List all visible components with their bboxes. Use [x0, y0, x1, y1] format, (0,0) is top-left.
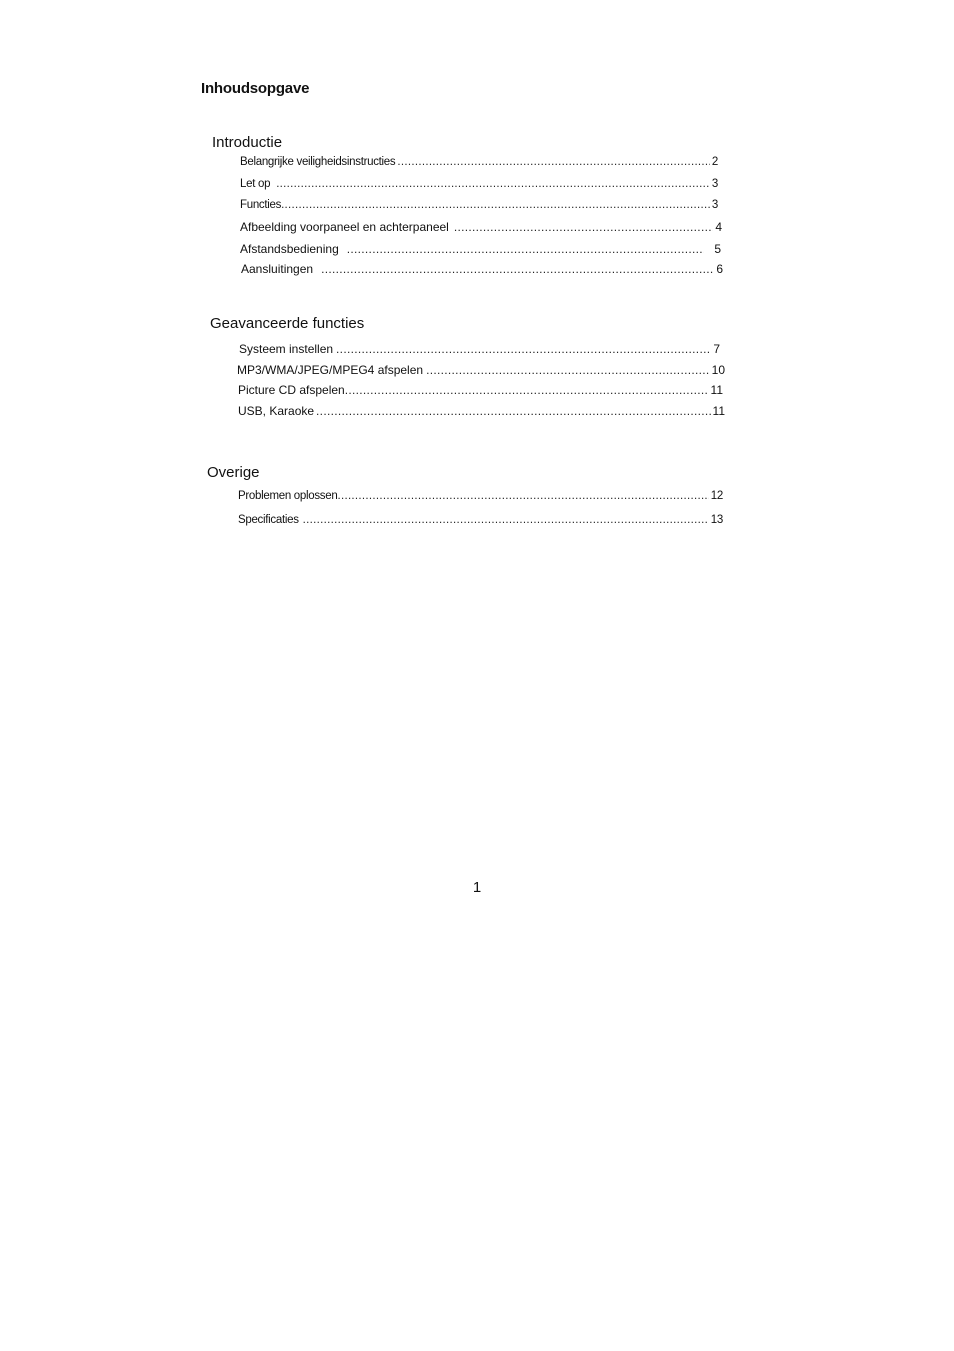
toc-entry[interactable]	[240, 156, 718, 168]
page-number: 1	[472, 879, 482, 896]
toc-entry-page: 12	[710, 490, 723, 502]
dot-leader	[336, 342, 711, 356]
dot-leader	[276, 178, 710, 190]
section-heading-introductie: Introductie	[212, 134, 283, 151]
toc-entry-label: Let op	[240, 178, 271, 190]
toc-entry-label: Picture CD afspelen	[238, 383, 345, 397]
toc-entry[interactable]	[240, 220, 722, 234]
toc-entry-page: 10	[711, 363, 725, 377]
toc-entry-label: USB, Karaoke	[238, 404, 315, 418]
dot-leader	[347, 242, 705, 256]
dot-leader	[337, 490, 708, 502]
toc-entry[interactable]	[238, 404, 725, 418]
toc-entry-label: Belangrijke veiligheidsinstructies	[240, 156, 396, 168]
toc-entry-page: 4	[715, 220, 722, 234]
toc-entry-page: 3	[711, 178, 718, 190]
toc-entry[interactable]	[240, 242, 721, 256]
toc-entry-page: 7	[713, 342, 720, 356]
toc-entry-page: 5	[714, 242, 721, 256]
toc-entry-page: 6	[716, 262, 723, 276]
toc-entry[interactable]	[240, 199, 718, 211]
toc-entry-page: 11	[712, 404, 725, 418]
dot-leader	[316, 404, 710, 418]
toc-entry-label: Systeem instellen	[239, 342, 334, 356]
toc-entry-label: MP3/WMA/JPEG/MPEG4 afspelen	[237, 363, 424, 377]
toc-entry[interactable]	[241, 262, 723, 276]
dot-leader	[426, 363, 710, 377]
toc-entry-label: Problemen oplossen	[238, 490, 338, 502]
toc-entry-label: Afbeelding voorpaneel en achterpaneel	[240, 220, 449, 234]
toc-entry[interactable]	[239, 342, 720, 356]
document-title: Inhoudsopgave	[201, 80, 310, 97]
toc-entry-page: 3	[711, 199, 718, 211]
toc-entry-page: 2	[711, 156, 718, 168]
toc-entry[interactable]	[238, 514, 723, 526]
toc-entry-label: Aansluitingen	[241, 262, 314, 276]
toc-entry-label: Functies	[240, 199, 282, 211]
toc-entry-page: 11	[710, 383, 723, 397]
dot-leader	[345, 383, 709, 397]
dot-leader	[303, 514, 709, 526]
dot-leader	[281, 199, 710, 211]
toc-entry[interactable]	[240, 178, 718, 190]
section-heading-overige: Overige	[207, 464, 260, 481]
dot-leader	[321, 262, 714, 276]
toc-entry[interactable]	[237, 363, 725, 377]
toc-entry[interactable]	[238, 383, 723, 397]
dot-leader	[397, 156, 710, 168]
toc-entry-label: Specificaties	[238, 514, 299, 526]
dot-leader	[454, 220, 713, 234]
toc-entry-label: Afstandsbediening	[240, 242, 339, 256]
section-heading-geavanceerde-functies: Geavanceerde functies	[210, 315, 365, 332]
toc-entry-page: 13	[710, 514, 723, 526]
toc-entry[interactable]	[238, 490, 723, 502]
